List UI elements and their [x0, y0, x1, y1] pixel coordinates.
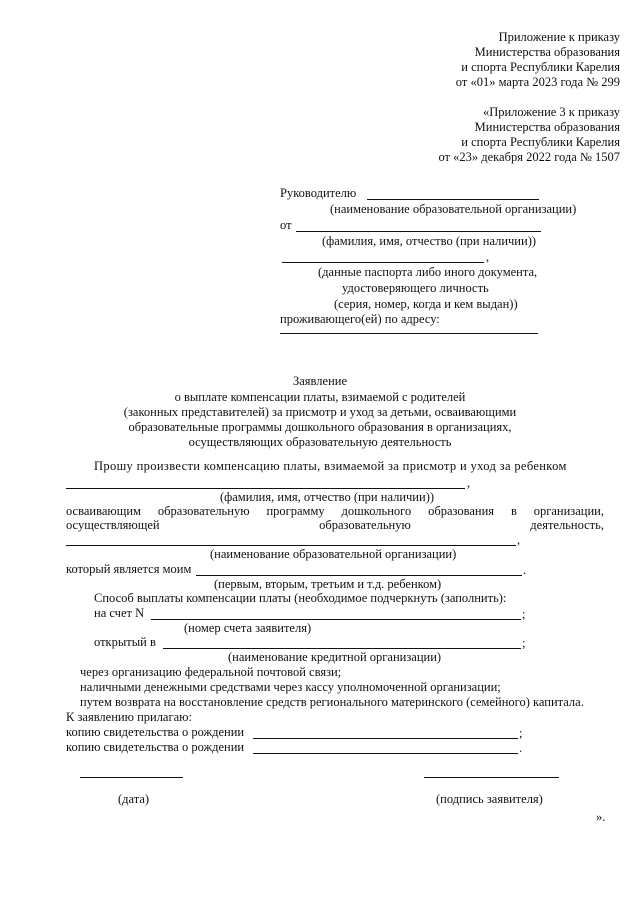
- fio-hint: (фамилия, имя, отчество (при наличии)): [322, 234, 537, 248]
- from-label: от: [280, 218, 292, 232]
- bank-hint: (наименование кредитной организации): [228, 650, 442, 664]
- account-label: на счет N: [94, 606, 145, 620]
- appendix-order-1: [456, 30, 620, 90]
- passport-line[interactable]: [282, 262, 484, 263]
- date-line[interactable]: [80, 777, 183, 778]
- birth-cert-line-2[interactable]: [253, 753, 518, 754]
- bank-line[interactable]: [163, 648, 521, 649]
- word: осваивающим: [66, 504, 141, 518]
- word: организации,: [533, 504, 604, 518]
- body-org-hint: (наименование образовательной организации): [210, 547, 457, 561]
- word: осуществляющей: [66, 518, 160, 532]
- birth-cert-semicolon: ;: [519, 726, 523, 740]
- word: образования: [428, 504, 495, 518]
- address-label: проживающего(ей) по адресу:: [280, 312, 440, 326]
- passport-comma: ,: [486, 250, 490, 264]
- appendix3-line: от «23» декабря 2022 года № 1507: [438, 150, 620, 164]
- word: образовательную: [157, 504, 250, 518]
- option-cash[interactable]: наличными денежными средствами через кассу уполномоченной организации;: [80, 680, 501, 694]
- birth-cert-label-2: копию свидетельства о рождении: [66, 740, 245, 754]
- bank-semicolon: ;: [522, 636, 526, 650]
- which-is-mine-label: который является моим: [66, 562, 192, 576]
- appendix3-line: «Приложение 3 к приказу: [482, 105, 620, 119]
- word: образовательную: [319, 518, 411, 532]
- child-fio-line[interactable]: [66, 488, 465, 489]
- request-sentence: Прошу произвести компенсацию платы, взимаемой за присмотр и уход за ребенком: [94, 459, 567, 473]
- appendix1-line: Министерства образования: [474, 45, 620, 59]
- appendix1-line: Приложение к приказу: [498, 30, 620, 44]
- passport-hint-1: (данные паспорта либо иного документа,: [318, 265, 538, 279]
- date-hint: (дата): [118, 792, 150, 806]
- word: программу: [266, 504, 325, 518]
- from-line[interactable]: [296, 231, 541, 232]
- passport-hint-3: (серия, номер, когда и кем выдан)): [334, 297, 518, 311]
- program-line: [66, 504, 604, 519]
- child-order-dot: .: [523, 563, 527, 577]
- child-fio-hint: (фамилия, имя, отчество (при наличии)): [220, 490, 435, 504]
- title-line: (законных представителей) за присмотр и уход за детьми, осваивающими: [123, 405, 517, 419]
- title-line: образовательные программы дошкольного образования в организациях,: [128, 420, 512, 434]
- passport-hint-2: удостоверяющего личность: [342, 281, 489, 295]
- method-label: Способ выплаты компенсации платы (необходимое подчеркнуть (заполнить):: [94, 591, 507, 605]
- option-post[interactable]: через организацию федеральной почтовой связи;: [80, 665, 342, 679]
- appendix3-line: Министерства образования: [474, 120, 620, 134]
- child-fio-comma: ,: [467, 476, 471, 490]
- activity-line: [66, 518, 604, 533]
- account-hint: (номер счета заявителя): [184, 621, 312, 635]
- word: в: [510, 504, 517, 518]
- account-line[interactable]: [151, 619, 521, 620]
- to-line[interactable]: [367, 199, 539, 200]
- appendix1-line: от «01» марта 2023 года № 299: [455, 75, 620, 89]
- request-text: [94, 459, 604, 474]
- word: дошкольного: [341, 504, 412, 518]
- appendix3-line: и спорта Республики Карелия: [461, 135, 620, 149]
- attach-label: К заявлению прилагаю:: [66, 710, 192, 724]
- org-line[interactable]: [66, 545, 516, 546]
- signature-line[interactable]: [424, 777, 559, 778]
- closing-quote: ».: [596, 810, 606, 824]
- birth-cert-dot: .: [519, 741, 523, 755]
- birth-cert-label-1: копию свидетельства о рождении: [66, 725, 245, 739]
- title-line: о выплате компенсации платы, взимаемой с родителей: [174, 390, 466, 404]
- org-hint: (наименование образовательной организации): [330, 202, 577, 216]
- signature-hint: (подпись заявителя): [436, 792, 543, 806]
- address-line[interactable]: [280, 333, 538, 334]
- to-label: Руководителю: [280, 186, 357, 200]
- org-comma: ,: [517, 533, 521, 547]
- appendix-order-3: [438, 105, 620, 165]
- child-order-line[interactable]: [196, 575, 522, 576]
- title-line: осуществляющих образовательную деятельность: [188, 435, 452, 449]
- order-hint: (первым, вторым, третьим и т.д. ребенком): [214, 577, 442, 591]
- opened-label: открытый в: [94, 635, 156, 649]
- option-capital[interactable]: путем возврата на восстановление средств регионального материнского (семейного) капитала.: [80, 695, 584, 709]
- account-semicolon: ;: [522, 607, 526, 621]
- document-title: Заявление: [292, 374, 347, 388]
- birth-cert-line-1[interactable]: [253, 738, 518, 739]
- word: деятельность,: [530, 518, 604, 532]
- appendix1-line: и спорта Республики Карелия: [461, 60, 620, 74]
